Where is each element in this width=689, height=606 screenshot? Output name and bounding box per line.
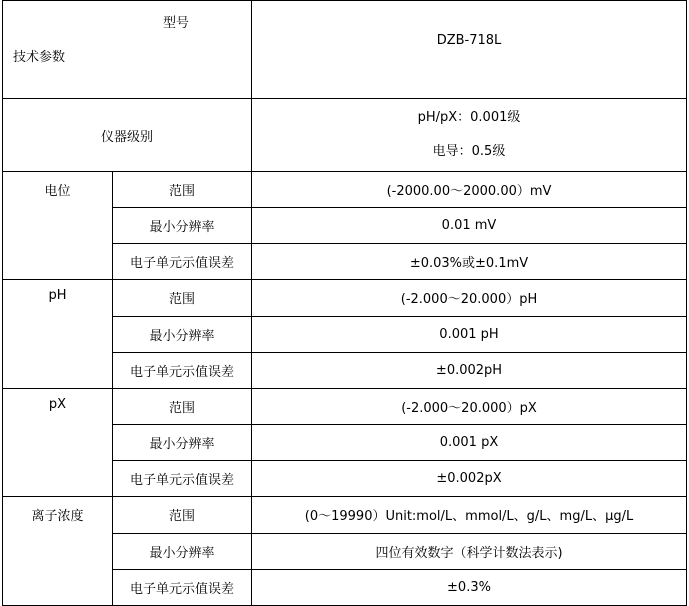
level-line-conductivity: 电导：0.5级 — [432, 144, 506, 160]
param-label: 最小分辨率 — [113, 425, 252, 461]
table-row — [3, 171, 687, 207]
param-label: 最小分辨率 — [113, 208, 252, 244]
table-row — [3, 497, 687, 533]
table-row — [3, 280, 687, 316]
group-label-px: pX — [3, 388, 113, 497]
param-label: 电子单元示值误差 — [113, 352, 252, 388]
param-value: ±0.002pH — [252, 352, 687, 388]
param-value: 0.01 mV — [252, 208, 687, 244]
param-label: 电子单元示值误差 — [113, 569, 252, 605]
param-value: (-2.000～20.000）pX — [252, 388, 687, 424]
header-row — [3, 1, 687, 99]
spec-table — [2, 0, 687, 606]
param-value: ±0.002pX — [252, 461, 687, 497]
param-value: 四位有效数字（科学计数法表示) — [252, 533, 687, 569]
level-label: 仪器级别 — [3, 99, 252, 171]
param-value: ±0.3% — [252, 569, 687, 605]
param-label: 最小分辨率 — [113, 533, 252, 569]
header-corner-cell — [3, 1, 252, 99]
model-label: 型号 — [163, 16, 190, 31]
param-value: (-2.000～20.000）pH — [252, 280, 687, 316]
model-value: DZB-718L — [252, 1, 687, 99]
param-value: 0.001 pH — [252, 316, 687, 352]
param-value: ±0.03%或±0.1mV — [252, 244, 687, 280]
param-label: 范围 — [113, 280, 252, 316]
param-label: 范围 — [113, 497, 252, 533]
table-row — [3, 388, 687, 424]
group-label-ion-concentration: 离子浓度 — [3, 497, 113, 606]
param-value: 0.001 pX — [252, 425, 687, 461]
spec-label: 技术参数 — [13, 50, 66, 65]
param-value: (0～19990）Unit:mol/L、mmol/L、g/L、mg/L、μg/L — [252, 497, 687, 533]
level-row — [3, 99, 687, 171]
param-label: 电子单元示值误差 — [113, 461, 252, 497]
group-label-ph: pH — [3, 280, 113, 389]
level-line-ph: pH/pX：0.001级 — [417, 110, 521, 126]
group-label-potential: 电位 — [3, 171, 113, 280]
level-value — [252, 99, 687, 171]
param-label: 电子单元示值误差 — [113, 244, 252, 280]
param-value: (-2000.00～2000.00）mV — [252, 171, 687, 207]
param-label: 范围 — [113, 388, 252, 424]
param-label: 范围 — [113, 171, 252, 207]
param-label: 最小分辨率 — [113, 316, 252, 352]
